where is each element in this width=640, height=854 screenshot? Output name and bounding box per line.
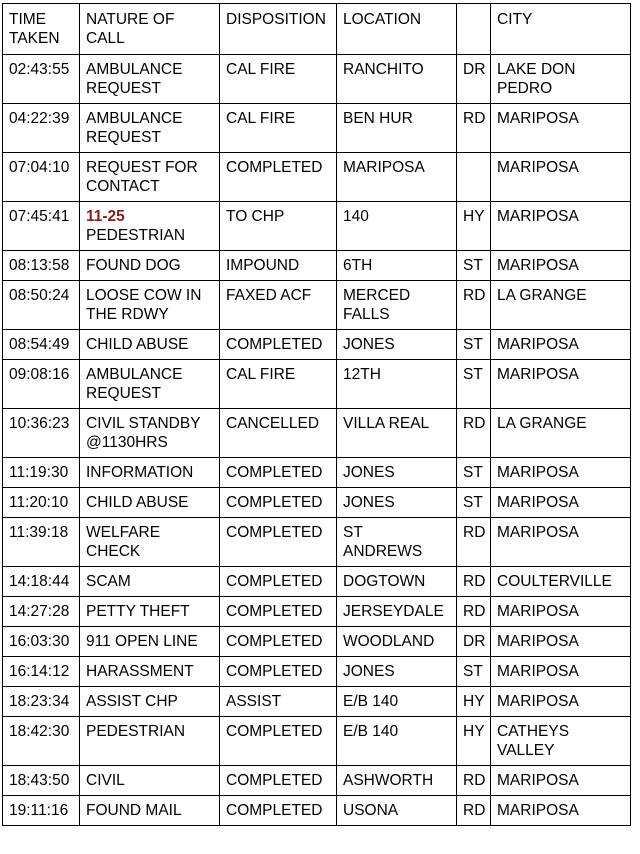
header-disposition: DISPOSITION [220,4,337,55]
call-nature-text: CIVIL STANDBY @1130HRS [86,415,201,451]
table-row [3,717,631,766]
cell-nature-of-call [80,409,220,458]
cell-disposition: COMPLETED [220,766,337,796]
cell-city: MARIPOSA [491,597,631,627]
cell-time-taken: 19:11:16 [3,796,80,826]
call-nature-text: FOUND MAIL [86,802,182,819]
call-nature-text: FOUND DOG [86,257,181,274]
cell-city: MARIPOSA [491,458,631,488]
header-street-suffix [457,4,491,55]
cell-street-suffix: RD [457,567,491,597]
cell-location: DOGTOWN [337,567,457,597]
table-row [3,330,631,360]
cell-street-suffix: DR [457,627,491,657]
table-row [3,796,631,826]
cell-location: BEN HUR [337,104,457,153]
cell-disposition: FAXED ACF [220,281,337,330]
cell-city: MARIPOSA [491,360,631,409]
cell-city: LA GRANGE [491,281,631,330]
cell-nature-of-call [80,657,220,687]
table-row [3,458,631,488]
cell-nature-of-call [80,597,220,627]
cell-nature-of-call [80,104,220,153]
cell-disposition: ASSIST [220,687,337,717]
cell-time-taken: 14:18:44 [3,567,80,597]
cell-city: MARIPOSA [491,202,631,251]
call-nature-text: REQUEST FOR CONTACT [86,159,198,195]
table-row [3,281,631,330]
call-nature-text: AMBULANCE REQUEST [86,110,183,146]
call-nature-text: ASSIST CHP [86,693,178,710]
call-nature-text: AMBULANCE REQUEST [86,366,183,402]
cell-city: MARIPOSA [491,330,631,360]
table-row [3,360,631,409]
cell-location: USONA [337,796,457,826]
cell-time-taken: 02:43:55 [3,55,80,104]
cell-street-suffix: HY [457,687,491,717]
cell-time-taken: 18:23:34 [3,687,80,717]
cell-nature-of-call [80,717,220,766]
cell-time-taken: 08:13:58 [3,251,80,281]
cell-location: ASHWORTH [337,766,457,796]
header-row [3,4,631,55]
table-row [3,518,631,567]
cell-city: MARIPOSA [491,104,631,153]
cell-time-taken: 14:27:28 [3,597,80,627]
cell-disposition: COMPLETED [220,518,337,567]
table-row [3,687,631,717]
cell-city: LA GRANGE [491,409,631,458]
cell-street-suffix: ST [457,251,491,281]
cell-street-suffix: RD [457,104,491,153]
cell-nature-of-call [80,458,220,488]
cell-city: COULTERVILLE [491,567,631,597]
cell-disposition: COMPLETED [220,796,337,826]
cell-time-taken: 11:20:10 [3,488,80,518]
cell-location: 6TH [337,251,457,281]
cell-street-suffix: HY [457,202,491,251]
cell-time-taken: 07:04:10 [3,153,80,202]
cell-city: MARIPOSA [491,796,631,826]
table-row [3,153,631,202]
cell-nature-of-call [80,518,220,567]
cell-disposition: COMPLETED [220,488,337,518]
cell-nature-of-call [80,281,220,330]
cell-disposition: COMPLETED [220,330,337,360]
call-nature-text: CIVIL [86,772,125,789]
table-row [3,202,631,251]
cell-disposition: CAL FIRE [220,55,337,104]
header-city: CITY [491,4,631,55]
cell-location: VILLA REAL [337,409,457,458]
cell-location: RANCHITO [337,55,457,104]
cell-disposition: COMPLETED [220,597,337,627]
table-row [3,657,631,687]
cell-street-suffix: RD [457,518,491,567]
cell-nature-of-call [80,202,220,251]
cell-location: 140 [337,202,457,251]
cell-location: JONES [337,488,457,518]
call-nature-text: WELFARE CHECK [86,524,161,560]
cell-city: LAKE DON PEDRO [491,55,631,104]
cell-location: MARIPOSA [337,153,457,202]
cell-time-taken: 04:22:39 [3,104,80,153]
table-row [3,766,631,796]
cell-street-suffix: ST [457,330,491,360]
cell-city: MARIPOSA [491,766,631,796]
cell-time-taken: 16:03:30 [3,627,80,657]
cell-location: JONES [337,458,457,488]
cell-street-suffix: RD [457,409,491,458]
call-nature-text: SCAM [86,573,131,590]
cell-time-taken: 16:14:12 [3,657,80,687]
table-row [3,55,631,104]
cell-street-suffix: RD [457,281,491,330]
table-row [3,567,631,597]
table-row [3,627,631,657]
cell-disposition: CANCELLED [220,409,337,458]
cell-location: ST ANDREWS [337,518,457,567]
cell-nature-of-call [80,687,220,717]
call-nature-text: HARASSMENT [86,663,194,680]
table-row [3,597,631,627]
cell-time-taken: 11:19:30 [3,458,80,488]
cell-city: MARIPOSA [491,153,631,202]
cell-time-taken: 09:08:16 [3,360,80,409]
cell-nature-of-call [80,330,220,360]
call-nature-text: 911 OPEN LINE [86,633,198,650]
cell-city: MARIPOSA [491,687,631,717]
call-nature-text: PETTY THEFT [86,603,190,620]
call-nature-text: INFORMATION [86,464,194,481]
cell-nature-of-call [80,627,220,657]
call-nature-text: PEDESTRIAN [86,227,186,244]
cell-street-suffix: DR [457,55,491,104]
cell-disposition: COMPLETED [220,657,337,687]
cell-city: MARIPOSA [491,627,631,657]
table-row [3,409,631,458]
cell-location: MERCED FALLS [337,281,457,330]
cell-location: E/B 140 [337,687,457,717]
cell-disposition: COMPLETED [220,567,337,597]
cell-city: MARIPOSA [491,518,631,567]
cell-disposition: CAL FIRE [220,104,337,153]
call-nature-text: LOOSE COW IN THE RDWY [86,287,202,323]
cell-nature-of-call [80,567,220,597]
cell-location: JERSEYDALE [337,597,457,627]
table-row [3,104,631,153]
cell-time-taken: 08:50:24 [3,281,80,330]
cell-disposition: COMPLETED [220,717,337,766]
call-log-table [2,3,631,826]
cell-time-taken: 18:43:50 [3,766,80,796]
cell-location: WOODLAND [337,627,457,657]
cell-time-taken: 10:36:23 [3,409,80,458]
header-nature-of-call: NATURE OF CALL [80,4,220,55]
cell-nature-of-call [80,766,220,796]
cell-city: MARIPOSA [491,251,631,281]
call-nature-text: CHILD ABUSE [86,336,189,353]
cell-time-taken: 07:45:41 [3,202,80,251]
cell-location: JONES [337,330,457,360]
cell-city: MARIPOSA [491,488,631,518]
call-nature-text: CHILD ABUSE [86,494,189,511]
cell-disposition: COMPLETED [220,627,337,657]
cell-disposition: COMPLETED [220,458,337,488]
cell-street-suffix: ST [457,458,491,488]
call-nature-text: PEDESTRIAN [86,723,186,740]
cell-disposition: TO CHP [220,202,337,251]
cell-street-suffix: ST [457,488,491,518]
cell-street-suffix: ST [457,657,491,687]
table-row [3,488,631,518]
cell-location: 12TH [337,360,457,409]
cell-location: JONES [337,657,457,687]
cell-nature-of-call [80,55,220,104]
table-row [3,251,631,281]
call-nature-text: AMBULANCE REQUEST [86,61,183,97]
cell-street-suffix: RD [457,766,491,796]
header-time-taken: TIME TAKEN [3,4,80,55]
cell-time-taken: 08:54:49 [3,330,80,360]
cell-disposition: COMPLETED [220,153,337,202]
header-location: LOCATION [337,4,457,55]
cell-street-suffix: ST [457,360,491,409]
cell-city: CATHEYS VALLEY [491,717,631,766]
cell-street-suffix [457,153,491,202]
call-code: 11-25 [86,208,125,225]
cell-disposition: IMPOUND [220,251,337,281]
cell-city: MARIPOSA [491,657,631,687]
cell-time-taken: 11:39:18 [3,518,80,567]
cell-nature-of-call [80,488,220,518]
cell-street-suffix: HY [457,717,491,766]
cell-street-suffix: RD [457,796,491,826]
cell-location: E/B 140 [337,717,457,766]
cell-nature-of-call [80,251,220,281]
table-body [3,55,631,826]
cell-disposition: CAL FIRE [220,360,337,409]
cell-time-taken: 18:42:30 [3,717,80,766]
cell-street-suffix: RD [457,597,491,627]
cell-nature-of-call [80,153,220,202]
cell-nature-of-call [80,796,220,826]
cell-nature-of-call [80,360,220,409]
